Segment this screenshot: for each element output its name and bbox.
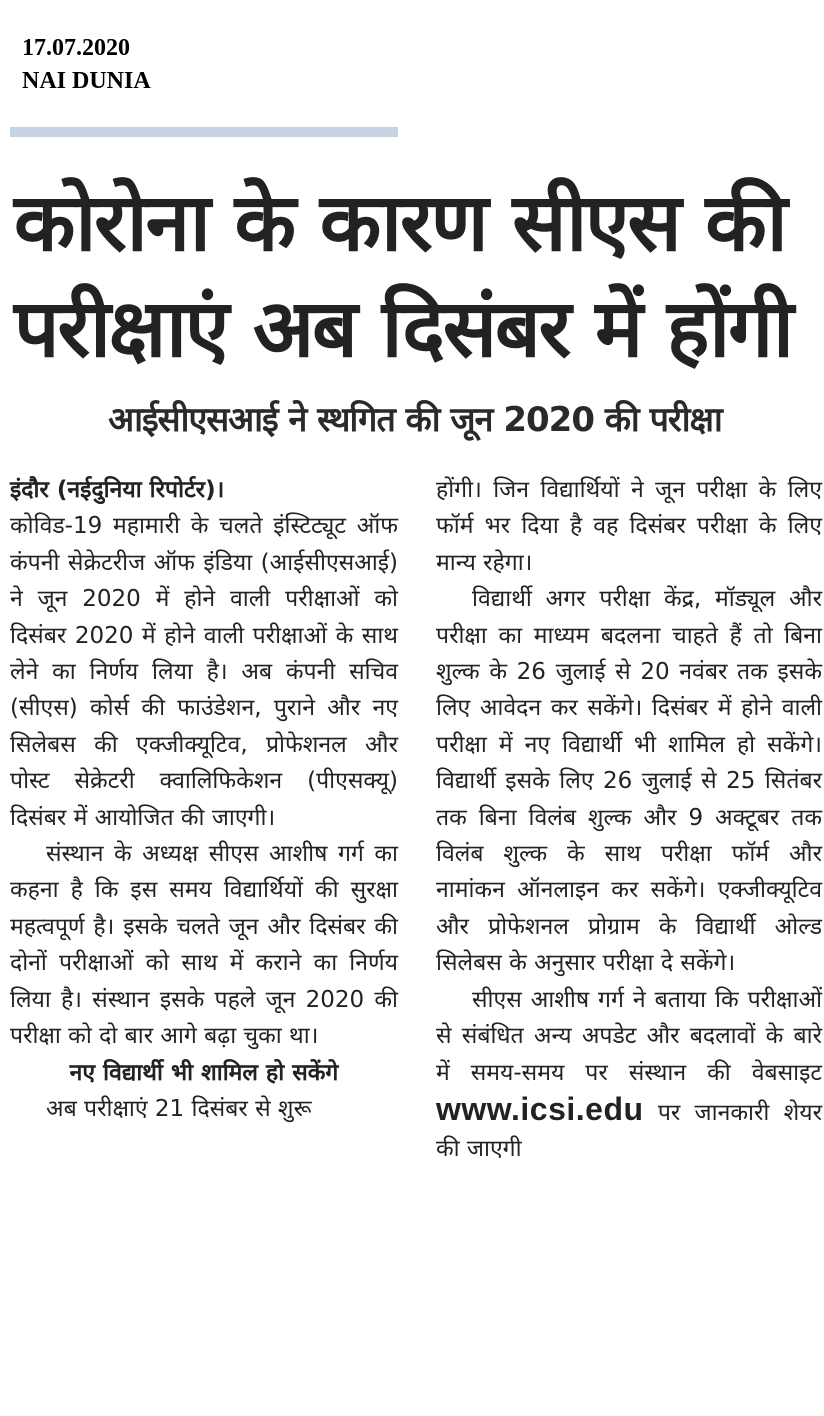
body-paragraph: होंगी। जिन विद्यार्थियों ने जून परीक्षा के लिए फॉर्म भर दिया है वह दिसंबर परीक्षा के लिए मान्य रहेगा।	[436, 477, 822, 576]
body-paragraph: कोविड-19 महामारी के चलते इंस्टिट्यूट ऑफ कंपनी सेक्रेटरीज ऑफ इंडिया (आईसीएसआई) ने जून 2020 में होने वाली परीक्षाओं को दिसंबर 2020 में होने वाली परीक्षाओं के साथ लेने का निर्णय लिया है। अब कंपनी सचिव (सीएस) कोर्स की फाउंडेशन, पुराने और नए सिलेबस की एक्जीक्यूटिव, प्रोफेशनल और पोस्ट सेक्रेटरी क्वालिफिकेशन (पीएसक्यू) दिसंबर में आयोजित की जाएगी।	[10, 513, 398, 831]
article-column-left	[10, 472, 398, 1127]
body-paragraph	[436, 982, 822, 1168]
body-text: पर जानकारी शेयर की जाएगी	[436, 1099, 822, 1163]
dateline: इंदौर (नईदुनिया रिपोर्टर)।	[10, 477, 225, 503]
website-link[interactable]: www.icsi.edu	[436, 1090, 644, 1127]
body-paragraph: अब परीक्षाएं 21 दिसंबर से शुरू	[46, 1095, 312, 1122]
header-rule	[10, 127, 398, 137]
publication-date: 17.07.2020	[22, 35, 130, 61]
body-text: सीएस आशीष गर्ग ने बताया कि परीक्षाओं से संबंधित अन्य अपडेट और बदलावों के बारे में समय-समय पर संस्थान की वेबसाइट	[436, 986, 822, 1086]
inner-subheading: नए विद्यार्थी भी शामिल हो सकेंगे	[69, 1059, 339, 1086]
body-paragraph: विद्यार्थी अगर परीक्षा केंद्र, मॉड्यूल और परीक्षा का माध्यम बदलना चाहते हैं तो बिना शुल्क के 26 जुलाई से 20 नवंबर तक इसके लिए आवेदन कर सकेंगे। दिसंबर में होने वाली परीक्षा में नए विद्यार्थी भी शामिल हो सकेंगे। विद्यार्थी इसके लिए 26 जुलाई से 25 सितंबर तक बिना विलंब शुल्क और 9 अक्टूबर तक विलंब शुल्क के साथ परीक्षा फॉर्म और नामांकन ऑनलाइन कर सकेंगे। एक्जीक्यूटिव और प्रोफेशनल प्रोग्राम के विद्यार्थी ओल्ड सिलेबस के अनुसार परीक्षा दे सकेंगे।	[436, 586, 822, 977]
body-paragraph: संस्थान के अध्यक्ष सीएस आशीष गर्ग का कहना है कि इस समय विद्यार्थियों की सुरक्षा महत्वपूर्ण है। इसके चलते जून और दिसंबर की दोनों परीक्षाओं को साथ में कराने का निर्णय लिया है। संस्थान इसके पहले जून 2020 की परीक्षा को दो बार आगे बढ़ा चुका था।	[10, 841, 398, 1050]
publication-name: NAI DUNIA	[22, 68, 151, 94]
article-subheadline: आईसीएसआई ने स्थगित की जून 2020 की परीक्षा	[108, 400, 722, 440]
article-headline: कोरोना के कारण सीएस की परीक्षाएं अब दिसंबर में होंगी	[14, 176, 792, 375]
article-column-right	[436, 472, 822, 1168]
clipping-info	[22, 32, 151, 98]
